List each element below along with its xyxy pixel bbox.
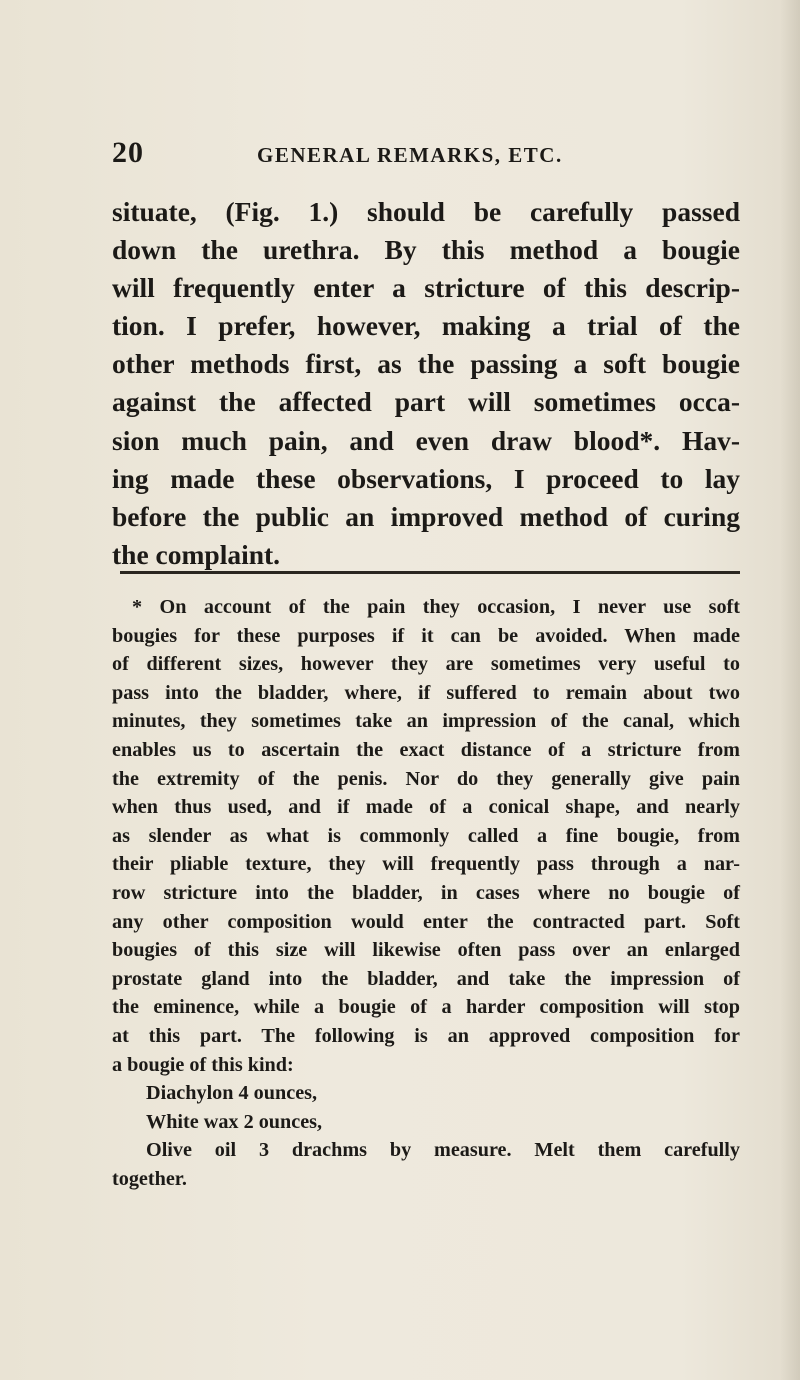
recipe-line: White wax 2 ounces, — [146, 1110, 323, 1133]
footnote-line: the eminence, while a bougie of a harder composition will stop — [112, 996, 740, 1019]
main-paragraph — [112, 193, 740, 574]
footnote-line: at this part. The following is an approved composition for — [112, 1024, 740, 1047]
text-line: will frequently enter a stricture of this descrip- — [112, 272, 740, 304]
footnote-closing: together. — [112, 1167, 187, 1190]
footnote-line: bougies of this size will likewise often pass over an enlarged — [112, 939, 740, 962]
footnote-line: * On account of the pain they occasion, I never use soft — [132, 596, 740, 618]
footnote-line: prostate gland into the bladder, and take the impression of — [112, 967, 740, 990]
footnote-line: bougies for these purposes if it can be avoided. When made — [112, 624, 740, 647]
text-line: against the affected part will sometimes occa- — [112, 386, 740, 418]
footnote-line: their pliable texture, they will frequently pass through a nar- — [112, 853, 740, 876]
text-line: situate, (Fig. 1.) should be carefully passed — [112, 196, 740, 227]
footnote-line: when thus used, and if made of a conical shape, and nearly — [112, 796, 740, 819]
text-line: before the public an improved method of curing — [112, 500, 740, 532]
page-number: 20 — [112, 136, 144, 169]
text-line: ing made these observations, I proceed to lay — [112, 462, 740, 494]
footnote-line: as slender as what is commonly called a fine bougie, from — [112, 824, 740, 847]
text-line: tion. I prefer, however, making a trial of the — [112, 310, 740, 342]
page-edge-shadow — [780, 0, 800, 1380]
text-line: other methods first, as the passing a soft bougie — [112, 348, 740, 380]
recipe-line: Olive oil 3 drachms by measure. Melt them carefully — [146, 1139, 740, 1162]
footnote-line: pass into the bladder, where, if suffered to remain about two — [112, 681, 740, 704]
page-header — [112, 136, 752, 176]
footnote-line: of different sizes, however they are sometimes very useful to — [112, 653, 740, 676]
footnote-line: the extremity of the penis. Nor do they generally give pain — [112, 767, 740, 790]
running-head: GENERAL REMARKS, ETC. — [257, 143, 563, 167]
footnote — [112, 593, 740, 1193]
footnote-line: a bougie of this kind: — [112, 1053, 294, 1076]
footnote-line: enables us to ascertain the exact distance of a stricture from — [112, 738, 740, 761]
footnote-rule — [120, 571, 740, 574]
recipe-line: Diachylon 4 ounces, — [146, 1082, 318, 1105]
text-line: the complaint. — [112, 538, 281, 570]
text-line: down the urethra. By this method a bougie — [112, 234, 740, 266]
footnote-line: any other composition would enter the contracted part. Soft — [112, 910, 740, 933]
footnote-line: row stricture into the bladder, in cases where no bougie of — [112, 881, 740, 904]
text-line: sion much pain, and even draw blood*. Hav- — [112, 424, 740, 456]
footnote-line: minutes, they sometimes take an impression of the canal, which — [112, 710, 740, 733]
